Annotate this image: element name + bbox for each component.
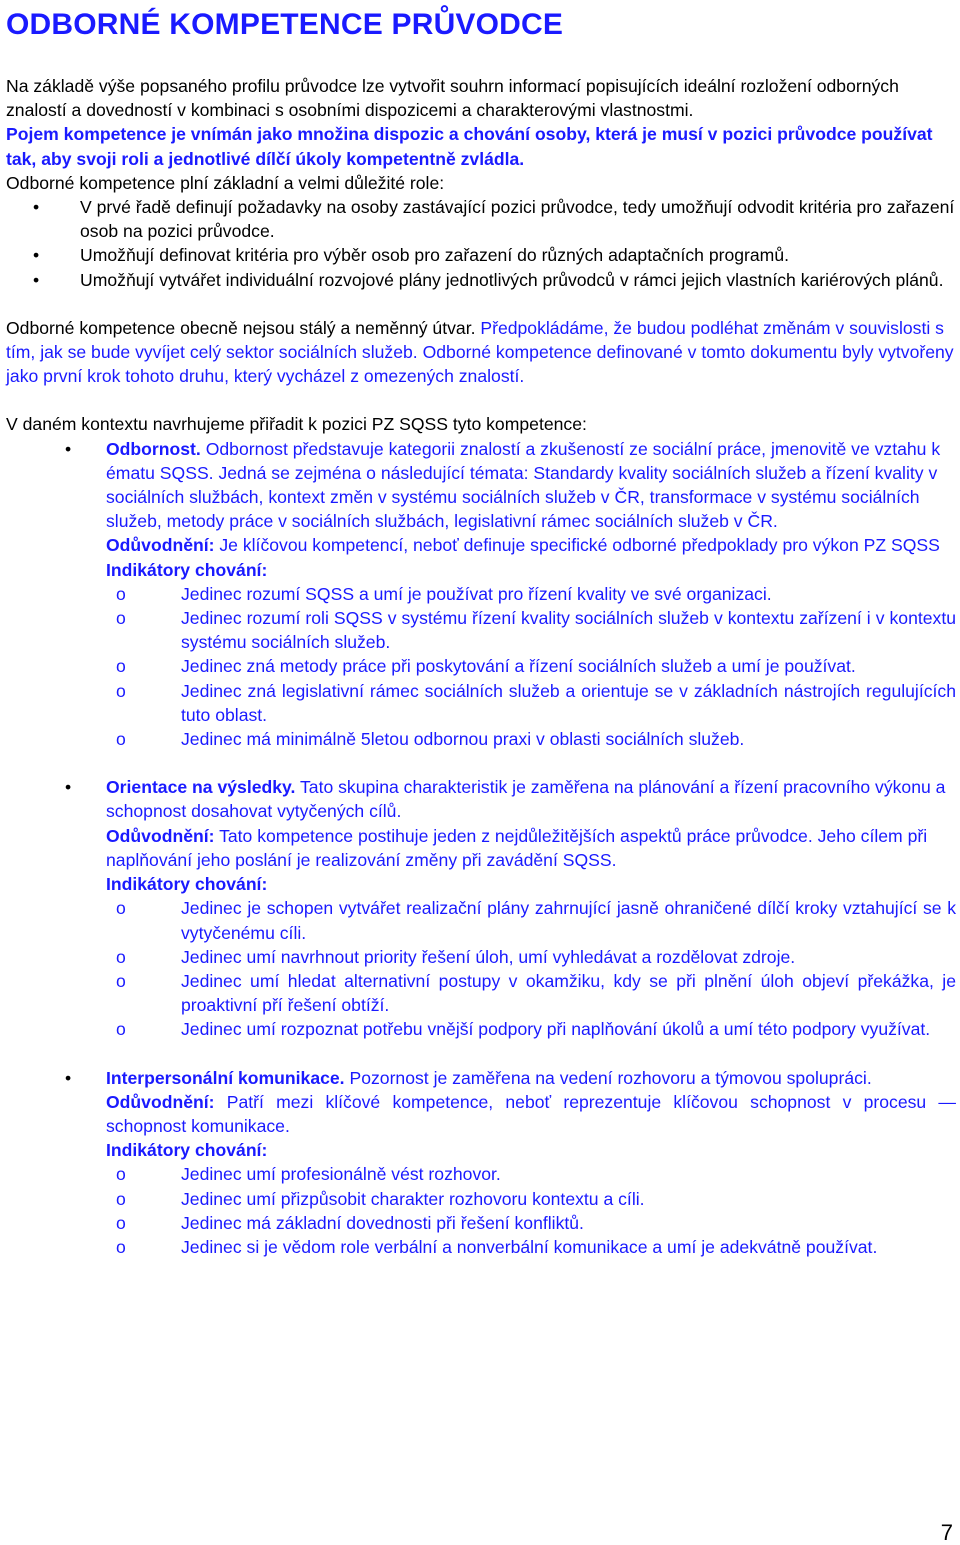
justification-label: Odůvodnění: [106, 825, 215, 846]
bullet-icon: • [65, 777, 72, 798]
circle-bullet-icon: o [116, 946, 126, 967]
list-item: • Umožňují definovat kritéria pro výběr osob pro zařazení do různých adaptačních programů. [6, 243, 956, 267]
list-item: o Jedinec rozumí SQSS a umí je používat pro řízení kvality ve své organizaci. [106, 582, 956, 606]
circle-bullet-icon: o [116, 898, 126, 919]
indicator-list [106, 1162, 956, 1259]
competence-name: Orientace na výsledky. [106, 777, 296, 798]
page-content [6, 8, 956, 1259]
page-number: 7 [940, 1520, 953, 1545]
list-item: o Jedinec umí hledat alternativní postupy v okamžiku, kdy se při plnění úloh objeví překážka, je proaktivní pří řešení obtíží. [116, 970, 956, 1016]
intro-text: Na základě výše popsaného profilu průvodce lze vytvořit souhrn informací popisujících ideální rozložení odborných znalostí a dovedností v kombinaci s osobními dispozicemi a charakterovými vlastnostmi. [6, 76, 899, 121]
indicators-label: Indikátory chování: [106, 559, 268, 580]
proposal-text: V daném kontextu navrhujeme přiřadit k pozici PZ SQSS tyto kompetence: [6, 414, 587, 435]
circle-bullet-icon: o [116, 1212, 126, 1233]
bullet-icon: • [33, 245, 40, 266]
list-item: o Jedinec má základní dovednosti při řešení konfliktů. [106, 1211, 956, 1235]
circle-bullet-icon: o [116, 1164, 126, 1185]
list-item: • V prvé řadě definují požadavky na osoby zastávající pozici průvodce, tedy umožňují odvodit kritéria pro zařazení osob na pozici průvodce. [33, 197, 955, 242]
circle-bullet-icon: o [116, 1019, 126, 1040]
indicators-label: Indikátory chování: [106, 874, 268, 895]
competence-item: • Orientace na výsledky. Tato skupina charakteristik je zaměřena na plánování a řízení pracovního výkonu a schopnost dosahovat vytyčených cílů. Odůvodnění: Tato kompetence postihuje jeden z nejdůležitějších aspektů práce průvodce. Jeho cílem při naplňování jeho poslání je realizování změny při zavádění SQSS. Indikátory chování: [65, 777, 946, 895]
indicators-container [106, 582, 956, 751]
change-paragraph: Odborné kompetence obecně nejsou stálý a neměnný útvar. Předpokládáme, že budou podléhat změnám v souvislosti s tím, jak se bude vyvíjet celý sektor sociálních služeb. Odborné kompetence definované v tomto dokumentu byly vytvořeny jako první krok tohoto druhu, který vycházel z omezených znalostí. [6, 317, 954, 387]
list-item: o Jedinec umí přizpůsobit charakter rozhovoru kontextu a cíli. [106, 1187, 956, 1211]
page-title: ODBORNÉ KOMPETENCE PRŮVODCE [6, 8, 564, 41]
competence-list [6, 775, 956, 1041]
list-item: o Jedinec umí profesionálně vést rozhovor. [106, 1162, 956, 1186]
bullet-icon: • [33, 197, 40, 218]
bullet-icon: • [65, 1067, 72, 1088]
list-item: o Jedinec si je vědom role verbální a nonverbální komunikace a umí je adekvátně používat. [106, 1235, 956, 1259]
competence-name: Odbornost. [106, 438, 201, 459]
bullet-icon: • [65, 438, 72, 459]
indicators-label: Indikátory chování: [106, 1140, 268, 1161]
circle-bullet-icon: o [116, 1236, 126, 1257]
list-item: o Jedinec je schopen vytvářet realizační plány zahrnující jasně ohraničené dílčí kroky vztahující se k vytyčenému cíli. [116, 898, 956, 943]
circle-bullet-icon: o [116, 656, 126, 677]
bullet-icon: • [33, 269, 40, 290]
circle-bullet-icon: o [116, 1188, 126, 1209]
circle-bullet-icon: o [116, 680, 126, 701]
competence-item: • Interpersonální komunikace. Pozornost je zaměřena na vedení rozhovoru a týmovou spolupráci. Odůvodnění: Patří mezi klíčové kompetence, neboť reprezentuje klíčovou schopnost v procesu — schopnost komunikace. Indikátory chování: [65, 1067, 956, 1161]
indicator-list [106, 582, 956, 751]
intro-paragraph [6, 74, 956, 195]
list-item: o Jedinec rozumí roli SQSS v systému řízení kvality sociálních služeb v kontextu zařízení i v kontextu systému sociálních služeb. [116, 608, 956, 653]
list-item: o Jedinec umí rozpoznat potřebu vnější podpory při naplňování úkolů a umí této podpory využívat. [106, 1017, 956, 1041]
indicators-container [106, 896, 956, 1041]
circle-bullet-icon: o [116, 608, 126, 629]
list-item: o Jedinec zná legislativní rámec sociálních služeb a orientuje se v základních nástrojích regulujících tuto oblast. [116, 680, 956, 725]
list-item: o Jedinec má minimálně 5letou odbornou praxi v oblasti sociálních služeb. [106, 727, 956, 751]
justification-label: Odůvodnění: [106, 1091, 215, 1112]
roles-intro: Odborné kompetence plní základní a velmi důležité role: [6, 172, 445, 193]
definition-text: Pojem kompetence je vnímán jako množina dispozic a chování osoby, která je musí v pozici průvodce používat tak, aby svoji roli a jednotlivé dílčí úkoly kompetentně zvládla. [6, 124, 933, 169]
indicator-list [106, 896, 956, 1041]
circle-bullet-icon: o [116, 583, 126, 604]
justification-label: Odůvodnění: [106, 535, 215, 556]
circle-bullet-icon: o [116, 970, 126, 991]
circle-bullet-icon: o [116, 729, 126, 750]
competence-item: • Odbornost. Odbornost představuje kategorii znalostí a zkušeností ze sociální práce, jmenovitě ve vztahu k ématu SQSS. Jedná se zejména o následující témata: Standardy kvality sociálních služeb a řízení kvality v sociálních službách, kontext změn v systému sociálních služeb v ČR, transformace v systému sociálních služeb, metody práce v sociálních službách, legislativní rámec sociálních služeb v ČR. Odůvodnění: Je klíčovou kompetencí, neboť definuje specifické odborné předpoklady pro výkon PZ SQSS Indikátory chování: [65, 438, 941, 580]
roles-list [6, 195, 956, 292]
competence-name: Interpersonální komunikace. [106, 1067, 345, 1088]
competence-list [6, 437, 956, 752]
list-item: • Umožňují vytvářet individuální rozvojové plány jednotlivých průvodců v rámci jejich vlastních kariérových plánů. [6, 268, 956, 292]
list-item: o Jedinec umí navrhnout priority řešení úloh, umí vyhledávat a rozdělovat zdroje. [106, 945, 956, 969]
list-item: o Jedinec zná metody práce při poskytování a řízení sociálních služeb a umí je používat. [106, 654, 956, 678]
indicators-container [106, 1162, 956, 1259]
competence-list [6, 1066, 956, 1260]
